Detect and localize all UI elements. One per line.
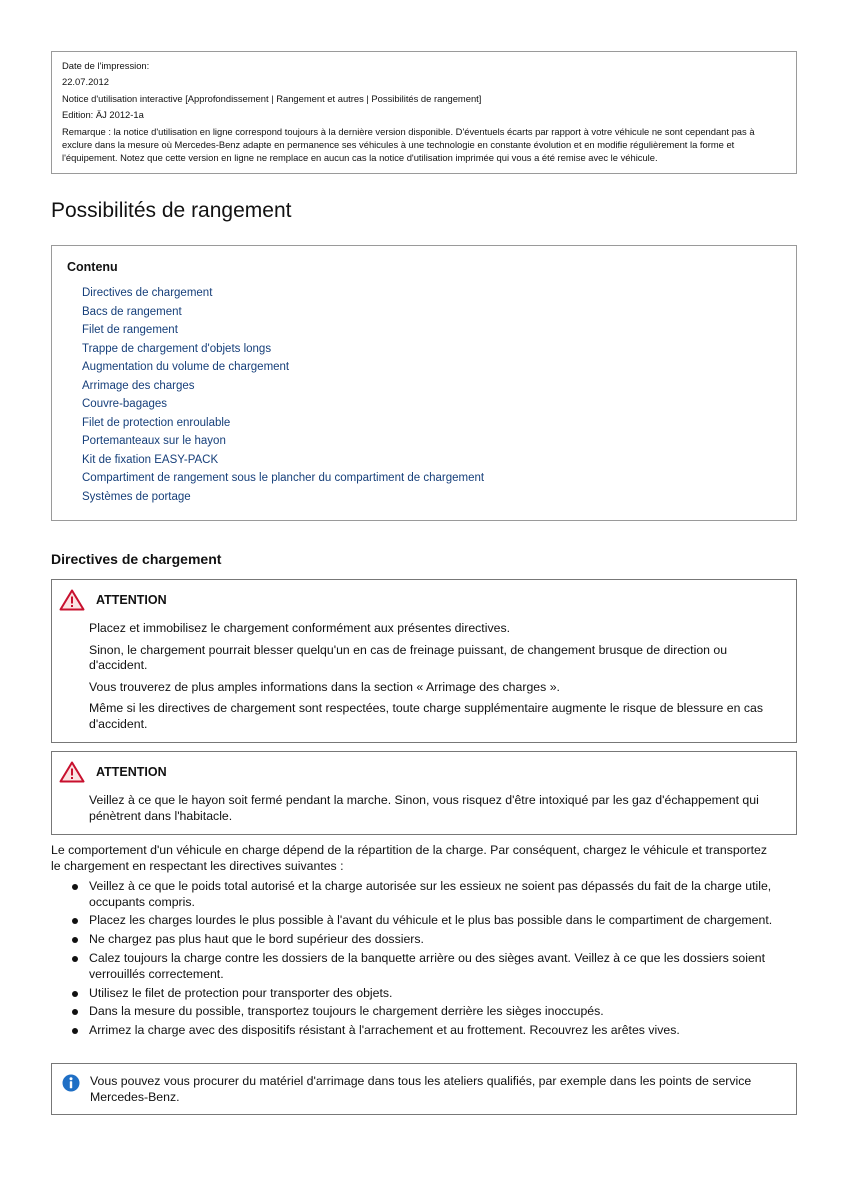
list-item xyxy=(51,986,775,1002)
warning-paragraph: Vous trouverez de plus amples informations dans la section « Arrimage des charges ». xyxy=(89,679,560,694)
toc-list xyxy=(67,286,781,508)
bullet-dot-icon xyxy=(72,1028,78,1034)
warning-triangle-icon xyxy=(59,589,85,611)
print-date: 22.07.2012 xyxy=(62,76,109,88)
toc-link[interactable]: Bacs de rangement xyxy=(82,305,182,318)
warning-header xyxy=(62,588,786,612)
list-item xyxy=(51,913,775,929)
section-title: Directives de chargement xyxy=(51,551,222,567)
toc-link[interactable]: Directives de chargement xyxy=(82,287,213,299)
list-item xyxy=(51,1023,775,1039)
warning-body xyxy=(62,621,786,732)
toc-link[interactable]: Systèmes de portage xyxy=(82,490,191,503)
warning-triangle-icon xyxy=(59,761,85,783)
list-item-text: Veillez à ce que le poids total autorisé et la charge autorisée sur les essieux ne soient pas dépassés du fait de la charge utile, occupants compris. xyxy=(89,879,772,909)
page-title: Possibilités de rangement xyxy=(51,199,292,222)
toc-link[interactable]: Filet de rangement xyxy=(82,324,178,336)
info-text: Vous pouvez vous procurer du matériel d'arrimage dans tous les ateliers qualifiés, par exemple dans les points de service Mercedes-Benz. xyxy=(90,1074,752,1104)
list-item xyxy=(51,879,775,910)
info-circle-icon xyxy=(62,1074,80,1092)
bullet-dot-icon xyxy=(72,991,78,997)
loading-guidelines-list xyxy=(51,879,775,1042)
toc-link[interactable]: Arrimage des charges xyxy=(82,379,195,392)
intro-paragraph: Le comportement d'un véhicule en charge dépend de la répartition de la charge. Par conséquent, chargez le véhicule et transportez le chargement en respectant les directives suivantes : xyxy=(51,843,768,873)
warning-label: ATTENTION xyxy=(96,765,167,779)
bullet-dot-icon xyxy=(72,918,78,924)
warning-header xyxy=(62,760,786,784)
warning-label: ATTENTION xyxy=(96,593,167,607)
toc-link[interactable]: Augmentation du volume de chargement xyxy=(82,361,290,373)
remark: Remarque : la notice d'utilisation en ligne correspond toujours à la dernière version disponible. D'éventuels écarts par rapport à votre véhicule ne sont cependant pas à exclure dans la mesure où Mercedes-Benz adapte en permanence ses véhicules à une technologie en constante évolution et en modifie régulièrement la forme et l'équipement. Notez que cette version en ligne ne remplace en aucun cas la notice d'utilisation imprimée qui vous a été remise avec le véhicule. xyxy=(62,125,755,164)
list-item-text: Dans la mesure du possible, transportez toujours le chargement derrière les sièges inoccupés. xyxy=(89,1004,604,1019)
list-item-text: Arrimez la charge avec des dispositifs résistant à l'arrachement et au frottement. Recouvrez les arêtes vives. xyxy=(89,1023,680,1038)
print-metadata-box xyxy=(51,51,797,174)
breadcrumb: Notice d'utilisation interactive [Approfondissement | Rangement et autres | Possibilités de rangement] xyxy=(62,92,482,104)
bullet-dot-icon xyxy=(72,1009,78,1015)
bullet-dot-icon xyxy=(72,884,78,890)
warning-box xyxy=(51,751,797,835)
list-item-text: Ne chargez pas plus haut que le bord supérieur des dossiers. xyxy=(89,932,424,947)
bullet-dot-icon xyxy=(72,956,78,962)
edition: Edition: ÄJ 2012-1a xyxy=(62,109,144,121)
table-of-contents xyxy=(51,245,797,521)
list-item-text: Placez les charges lourdes le plus possible à l'avant du véhicule et le plus bas possible dans le compartiment de chargement. xyxy=(89,913,773,928)
list-item xyxy=(51,951,775,982)
toc-link[interactable]: Compartiment de rangement sous le plancher du compartiment de chargement xyxy=(82,472,485,484)
toc-link[interactable]: Kit de fixation EASY-PACK xyxy=(82,453,219,466)
list-item xyxy=(51,1004,775,1020)
toc-link[interactable]: Filet de protection enroulable xyxy=(82,416,231,429)
warning-paragraph: Même si les directives de chargement sont respectées, toute charge supplémentaire augmente le risque de blessure en cas d'accident. xyxy=(89,701,763,731)
warning-body xyxy=(62,793,786,824)
list-item-text: Calez toujours la charge contre les dossiers de la banquette arrière ou des sièges avant. Veillez à ce que les dossiers soient verrouillés correctement. xyxy=(89,951,766,981)
toc-link[interactable]: Trappe de chargement d'objets longs xyxy=(82,342,272,355)
toc-link[interactable]: Portemanteaux sur le hayon xyxy=(82,435,226,447)
toc-link[interactable]: Couvre-bagages xyxy=(82,398,168,410)
list-item-text: Utilisez le filet de protection pour transporter des objets. xyxy=(89,985,393,1000)
bullet-dot-icon xyxy=(72,937,78,943)
warning-paragraph: Placez et immobilisez le chargement conformément aux présentes directives. xyxy=(89,621,511,635)
warning-box xyxy=(51,579,797,743)
warning-paragraph: Sinon, le chargement pourrait blesser quelqu'un en cas de freinage puissant, de changement brusque de direction ou d'accident. xyxy=(89,642,728,672)
info-note-box xyxy=(51,1063,797,1115)
print-date-label: Date de l'impression: xyxy=(62,60,150,71)
toc-heading: Contenu xyxy=(67,260,118,274)
list-item xyxy=(51,932,775,948)
warning-paragraph: Veillez à ce que le hayon soit fermé pendant la marche. Sinon, vous risquez d'être intoxiqué par les gaz d'échappement qui pénètrent dans l'habitacle. xyxy=(89,793,759,823)
